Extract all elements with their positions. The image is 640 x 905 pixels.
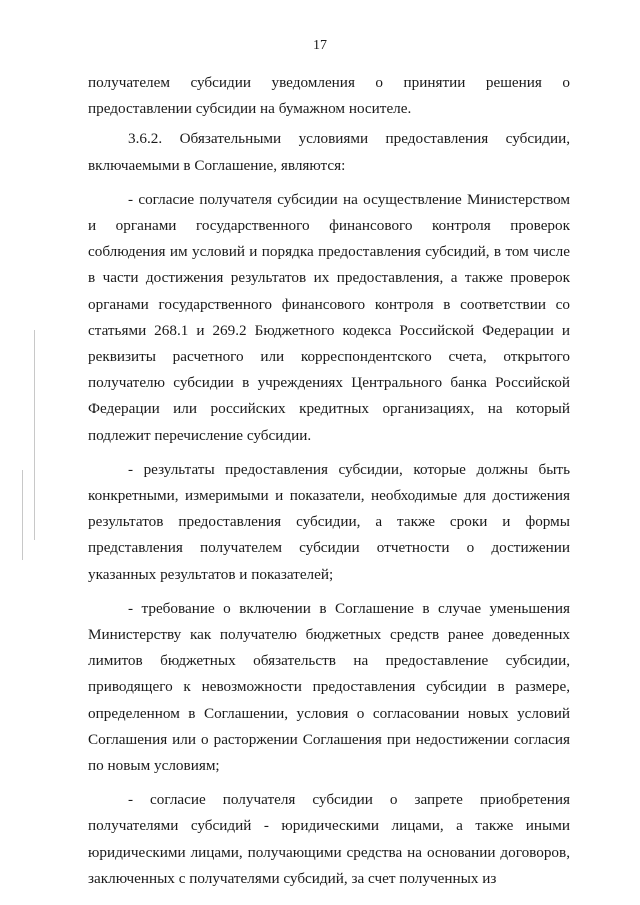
paragraph-list-item-results: - результаты предоставления субсидии, которые должны быть конкретными, измеримыми и показатели, необходимые для достижения результатов предоставления субсидии, а также сроки и формы представления получателем субсидии отчетности о достижении указанных результатов и показателей; — [88, 460, 570, 583]
scan-artifact-line — [22, 470, 23, 560]
document-body — [88, 70, 570, 892]
scan-artifact-line — [34, 330, 35, 540]
paragraph-clause-3-6-2: 3.6.2. Обязательными условиями предоставления субсидии, включаемыми в Соглашение, являются: — [88, 130, 570, 174]
paragraph-list-item-limit-reduction: - требование о включении в Соглашение в случае уменьшения Министерству как получателю бюджетных средств ранее доведенных лимитов бюджетных обязательств на предоставление субсидии, приводящего к невозможности предоставления субсидии в размере, определенном в Соглашении, условия о согласовании новых условий Соглашения или о расторжении Соглашения при недостижении согласия по новым условиям; — [88, 599, 570, 775]
paragraph-list-item-consent-inspections: - согласие получателя субсидии на осуществление Министерством и органами государственного финансового контроля проверок соблюдения им условий и порядка предоставления субсидий, в том числе в части достижения результатов их предоставления, а также проверок органами государственного финансового контроля в соответствии со статьями 268.1 и 269.2 Бюджетного кодекса Российской Федерации и реквизиты расчетного или корреспондентского счета, открытого получателю субсидии в учреждениях Центрального банка Российской Федерации или российских кредитных организациях, на который подлежит перечисление субсидии. — [88, 190, 570, 444]
paragraph-list-item-currency-ban: - согласие получателя субсидии о запрете приобретения получателями субсидий - юридическими лицами, а также иными юридическими лицами, получающими средства на основании договоров, заключенных с получателями субсидий, за счет полученных из — [88, 791, 570, 887]
page-number: 17 — [313, 38, 327, 53]
paragraph-continuation: получателем субсидии уведомления о принятии решения о предоставлении субсидии на бумажном носителе. — [88, 74, 570, 118]
